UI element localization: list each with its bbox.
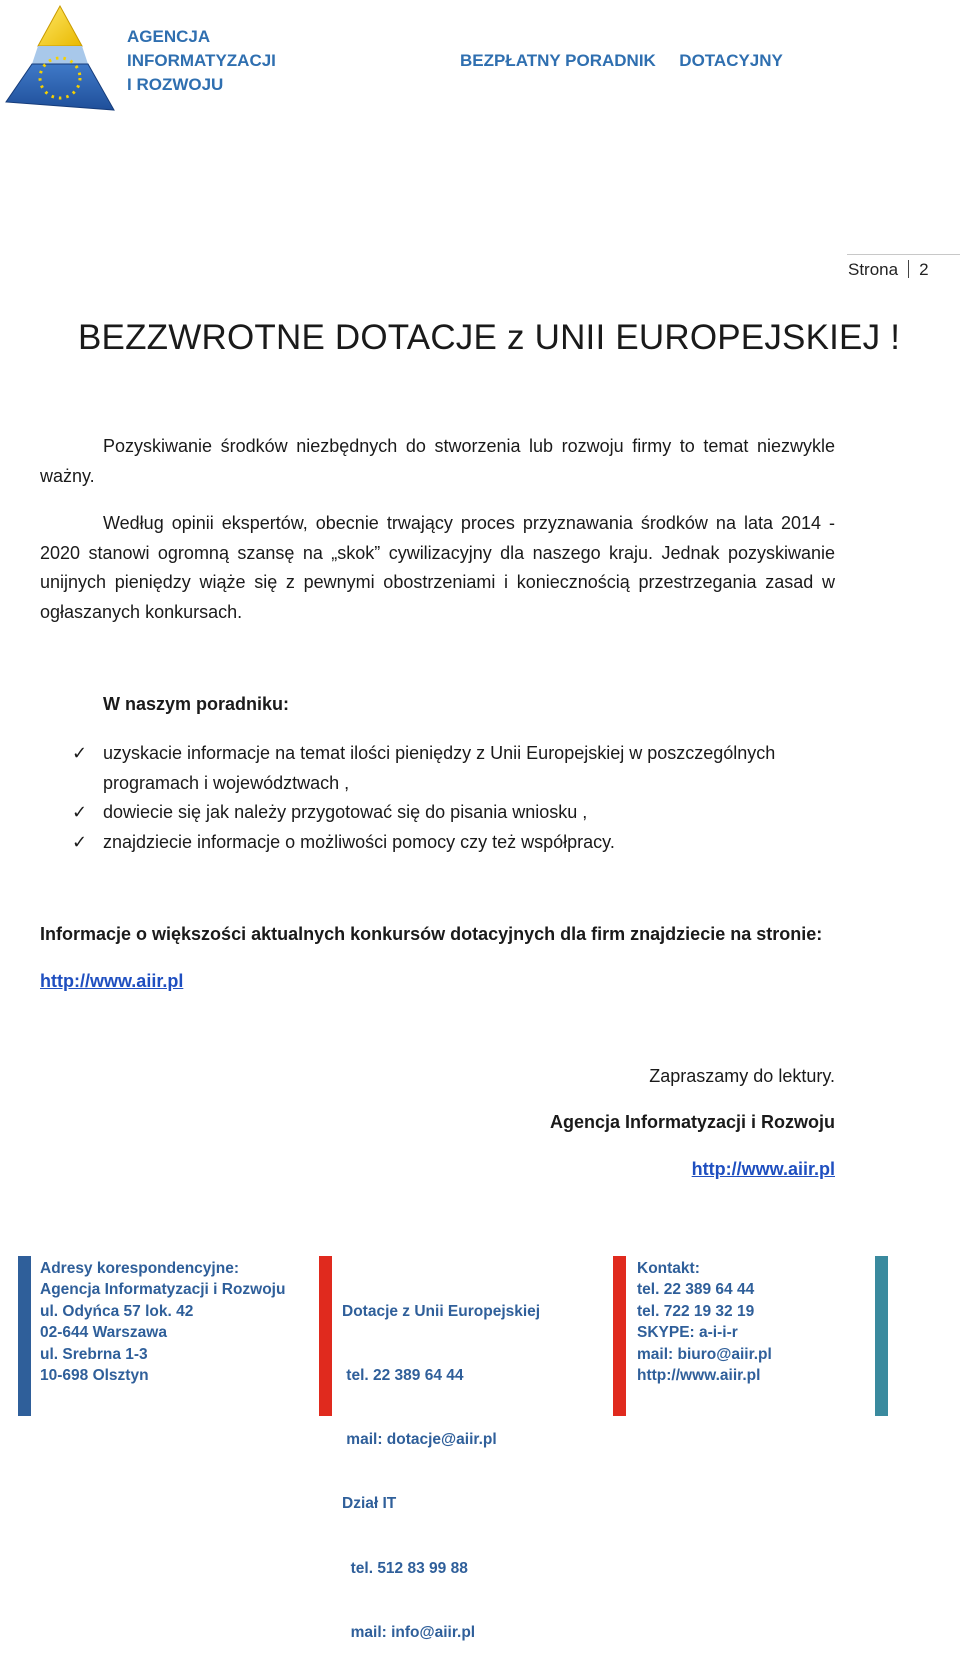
footer-line: 02-644 Warszawa [40, 1324, 167, 1342]
footer-line: 10-698 Olsztyn [40, 1367, 149, 1385]
brand-line: AGENCJA [127, 27, 211, 46]
footer-line: Dział IT [342, 1495, 397, 1513]
footer-contact [637, 1258, 772, 1386]
list-item [40, 828, 835, 858]
footer-bar-red [613, 1256, 626, 1416]
footer-line: Kontakt: [637, 1260, 700, 1277]
footer-bar-blue [18, 1256, 31, 1416]
footer-line: SKYPE: a-i-i-r [637, 1324, 738, 1342]
footer-line: tel. 22 389 64 44 [637, 1281, 755, 1299]
footer-bar-red [319, 1256, 332, 1416]
footer-line: Adresy korespondencyjne: [40, 1260, 239, 1277]
eu-stars-pyramid-icon [4, 4, 120, 116]
expert-text: Według opinii ekspertów, obecnie trwający proces przyznawania środków na lata 2014 - 2020 stanowi ogromną szansę na „skok” cywilizacyjny dla naszego kraju. Jednak pozyskiwanie unijnych pieniędzy wiąże się z pewnymi obostrzeniami i koniecznością przestrzegania zasad w ogłaszanych konkursach. [40, 513, 835, 622]
footer-line: mail: dotacje@aiir.pl [342, 1431, 497, 1449]
list-heading: W naszym poradniku: [103, 694, 290, 714]
list-item-text: uzyskacie informacje na temat ilości pieniędzy z Unii Europejskiej w poszczególnych programach i województwach , [103, 743, 776, 793]
footer-departments [342, 1258, 540, 1665]
footer-bar-teal [875, 1256, 888, 1416]
footer-addresses [40, 1258, 285, 1386]
checkmark-icon: ✓ [72, 743, 88, 763]
page-value: 2 [919, 260, 929, 279]
footer-line: tel. 22 389 64 44 [342, 1367, 464, 1385]
footer-line: mail: biuro@aiir.pl [637, 1345, 772, 1363]
brand-line: I ROZWOJU [127, 75, 224, 94]
list-item-text: dowiecie się jak należy przygotować się do pisania wniosku , [103, 802, 588, 822]
intro-paragraph [40, 432, 835, 491]
header-rule [847, 254, 960, 255]
logo [4, 4, 120, 116]
list-item [40, 798, 835, 828]
website-link[interactable]: http://www.aiir.pl [40, 971, 184, 991]
signature-link[interactable]: http://www.aiir.pl [691, 1159, 835, 1179]
page-number [848, 260, 929, 280]
page-separator [908, 260, 909, 278]
checkmark-icon: ✓ [72, 802, 88, 822]
footer-line: mail: info@aiir.pl [342, 1623, 476, 1641]
footer-line: ul. Srebrna 1-3 [40, 1345, 148, 1363]
intro-text: Pozyskiwanie środków niezbędnych do stworzenia lub rozwoju firmy to temat niezwykle ważny. [40, 436, 835, 486]
footer-line: Agencja Informatyzacji i Rozwoju [40, 1281, 286, 1299]
list-item [40, 739, 835, 798]
footer-line: Dotacje z Unii Europejskiej [342, 1302, 541, 1320]
footer-line: tel. 512 83 99 88 [342, 1559, 468, 1577]
page-label: Strona [848, 260, 899, 279]
brand-line: INFORMATYZACJI [127, 51, 276, 70]
brand-name [127, 25, 276, 97]
tagline-word: DOTACYJNY [679, 51, 783, 70]
expert-paragraph [40, 509, 835, 627]
checkmark-icon: ✓ [72, 831, 88, 852]
footer-line: tel. 722 19 32 19 [637, 1302, 755, 1320]
page-title: BEZZWROTNE DOTACJE z UNII EUROPEJSKIEJ ! [78, 318, 901, 357]
footer-line: ul. Odyńca 57 lok. 42 [40, 1302, 194, 1320]
header-tagline [460, 51, 783, 71]
signature: Agencja Informatyzacji i Rozwoju [549, 1112, 835, 1132]
info-line: Informacje o większości aktualnych konkursów dotacyjnych dla firm znajdziecie na stronie: [40, 924, 823, 944]
benefit-list [40, 739, 835, 857]
footer-line: http://www.aiir.pl [637, 1367, 761, 1385]
tagline-word: BEZPŁATNY PORADNIK [460, 51, 656, 70]
list-item-text: znajdziecie informacje o możliwości pomocy czy też współpracy. [103, 831, 615, 852]
closing-text: Zapraszamy do lektury. [649, 1066, 835, 1086]
